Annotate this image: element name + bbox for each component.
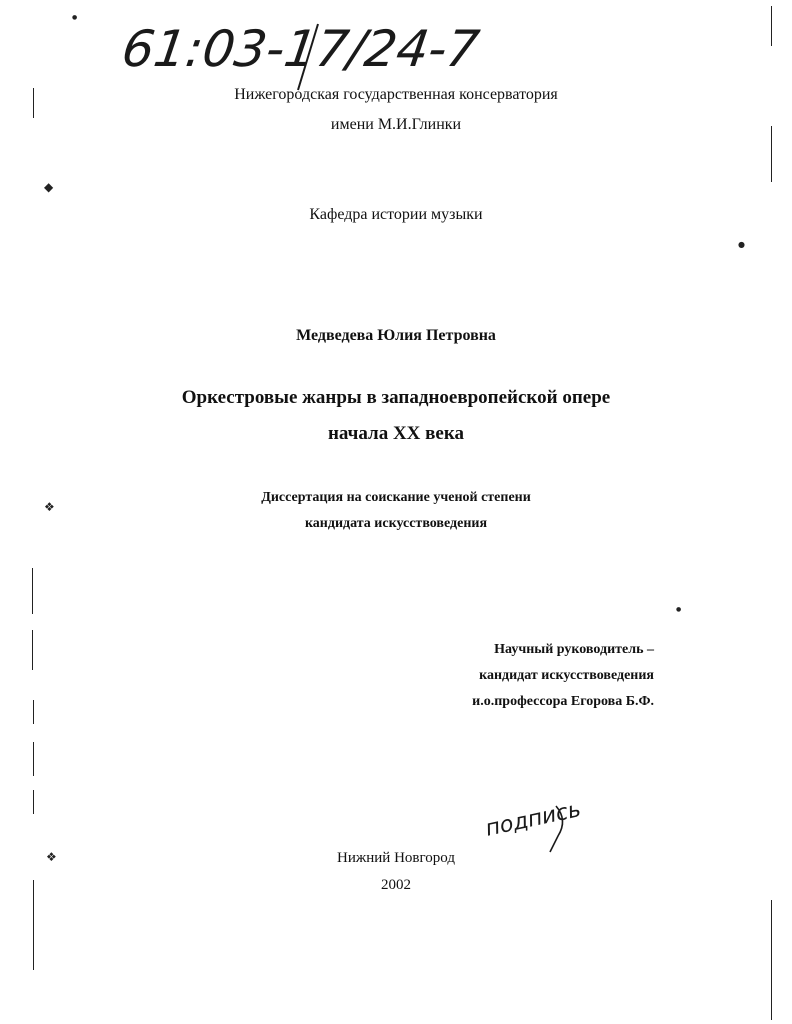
scan-artifact [32,630,33,670]
scan-artifact [33,790,34,814]
scan-mark-icon: ❖ [44,500,55,514]
title-line-1: Оркестровые жанры в западноевропейской опере [181,387,611,408]
title-line-2: начала XX века [327,423,465,444]
dissertation-line-2: кандидата искусствоведения [304,516,488,531]
author-name: Медведева Юлия Петровна [296,327,496,344]
scan-artifact [771,126,772,182]
scan-mark-icon: ❖ [46,850,57,864]
scan-artifact [32,568,33,614]
scan-mark-icon: ● [72,14,78,21]
scan-artifact [33,88,34,118]
scan-mark-icon: ● [676,606,682,613]
footer-city: Нижний Новгород [337,850,455,866]
scan-artifact [33,742,34,776]
institution-line-2: имени М.И.Глинки [330,116,462,133]
scan-artifact [771,900,772,1020]
scan-artifact [33,880,34,970]
scan-artifact [33,700,34,724]
archive-code-text: 61:03-17/24-7 [118,19,483,78]
footer-year: 2002 [381,877,411,893]
signature-text: подпись [483,797,584,842]
supervisor-line-2: кандидат искусствоведения [479,668,654,683]
scan-mark-icon: ◆ [44,180,54,194]
supervisor-line-3: и.о.профессора Егорова Б.Ф. [472,694,654,709]
institution-line-1: Нижегородская государственная консерватория [234,86,558,103]
scan-mark-icon: ● [738,240,745,249]
scan-artifact [771,6,772,46]
department-name: Кафедра истории музыки [309,206,483,223]
supervisor-line-1: Научный руководитель – [494,642,654,657]
dissertation-line-1: Диссертация на соискание ученой степени [261,490,531,505]
handwritten-archive-code [120,10,490,92]
handwritten-signature [484,796,584,856]
